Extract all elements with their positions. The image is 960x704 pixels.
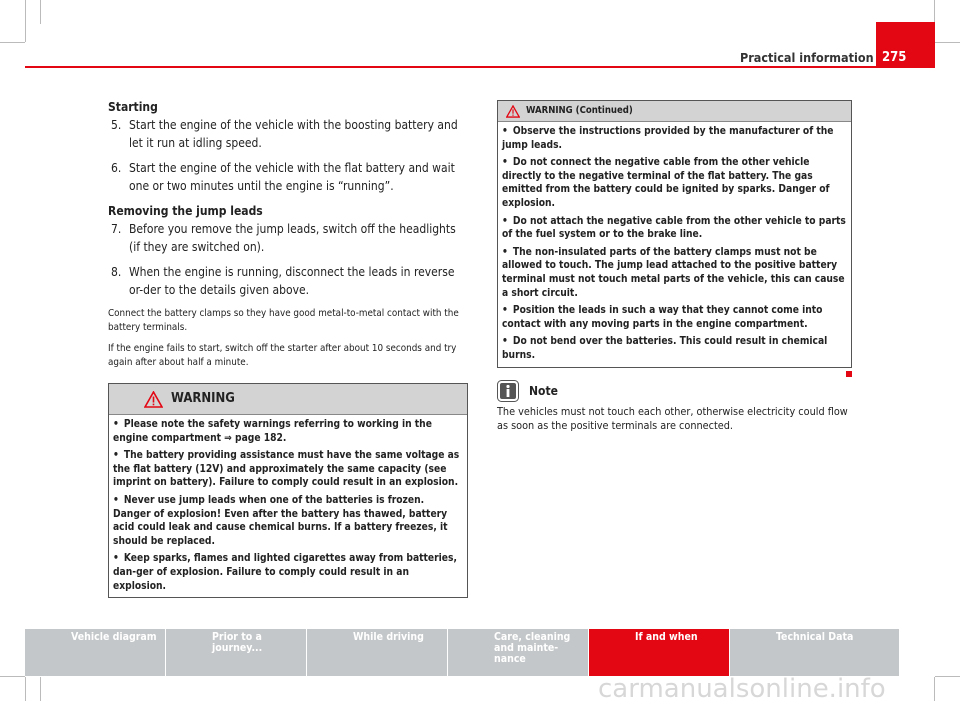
crop-mark bbox=[25, 0, 26, 42]
paragraph: Connect the battery clamps so they have good metal-to-metal contact with the battery terminals. bbox=[108, 308, 459, 333]
footer-tab-care-cleaning[interactable]: Care, cleaning and mainte-nance bbox=[448, 629, 589, 676]
warning-body bbox=[498, 122, 851, 367]
warning-triangle-icon bbox=[506, 105, 520, 118]
crop-mark bbox=[0, 676, 25, 677]
page-number: 275 bbox=[882, 50, 907, 65]
starting-heading: Starting bbox=[108, 100, 158, 114]
step-item bbox=[108, 116, 468, 152]
warning-triangle-icon bbox=[144, 391, 163, 408]
warning-header bbox=[109, 384, 467, 415]
chapter-navigation bbox=[25, 629, 899, 676]
crop-mark bbox=[40, 0, 41, 24]
warning-item: • Never use jump leads when one of the batteries is frozen. Danger of explosion! Even after the battery has thawed, battery acid could leak and cause chemical burns. If a battery freezes, it should be replaced. bbox=[113, 494, 448, 547]
step-text: Start the engine of the vehicle with the flat battery and wait one or two minutes until the engine is “running”. bbox=[129, 161, 455, 193]
step-item bbox=[108, 263, 468, 299]
footer-tab-prior-to-journey[interactable]: Prior to a journey... bbox=[166, 629, 307, 676]
crop-mark bbox=[935, 676, 960, 677]
warning-body bbox=[109, 415, 467, 597]
warning-item: • Do not attach the negative cable from the other vehicle to parts of the fuel system or to the brake line. bbox=[502, 215, 846, 241]
warning-item: • Keep sparks, flames and lighted cigarettes away from batteries, dan-ger of explosion. Failure to comply could result in an explosion. bbox=[113, 553, 457, 592]
note-title: Note bbox=[529, 383, 558, 398]
step-item bbox=[108, 220, 468, 256]
info-icon bbox=[497, 380, 519, 402]
step-number: 8. bbox=[111, 265, 122, 279]
crop-mark bbox=[935, 42, 960, 43]
step-item bbox=[108, 159, 468, 195]
warning-item: • Do not connect the negative cable from the other vehicle directly to the negative terminal of the flat battery. The gas emitted from the battery could be ignited by sparks. Danger of explosion. bbox=[502, 157, 830, 209]
left-column bbox=[108, 98, 468, 598]
crop-mark bbox=[934, 677, 935, 701]
warning-item: • Please note the safety warnings referring to working in the engine compartment ⇒ page 182. bbox=[113, 419, 432, 444]
warning-item: • Position the leads in such a way that they cannot come into contact with any moving parts in the engine compartment. bbox=[502, 305, 823, 330]
step-text: When the engine is running, disconnect the leads in reverse or-der to the details given above. bbox=[129, 265, 455, 297]
note-header bbox=[497, 380, 852, 402]
crop-mark bbox=[25, 677, 26, 701]
step-number: 6. bbox=[111, 161, 122, 175]
step-text: Start the engine of the vehicle with the boosting battery and let it run at idling speed. bbox=[129, 118, 458, 150]
warning-title: WARNING bbox=[171, 391, 235, 407]
footer-tab-while-driving[interactable]: While driving bbox=[307, 629, 448, 676]
watermark: carmanualsonline.info bbox=[598, 674, 886, 704]
crop-mark bbox=[0, 42, 25, 43]
note-text: The vehicles must not touch each other, otherwise electricity could flow as soon as the positive terminals are connected. bbox=[497, 404, 848, 432]
warning-header bbox=[498, 101, 851, 122]
section-title: Practical information bbox=[740, 50, 874, 65]
end-of-section-marker bbox=[846, 371, 852, 377]
removing-heading: Removing the jump leads bbox=[108, 204, 263, 218]
footer-tab-if-and-when[interactable]: If and when bbox=[589, 629, 730, 676]
right-column bbox=[497, 100, 852, 433]
warning-box bbox=[108, 383, 468, 598]
step-number: 7. bbox=[111, 222, 122, 236]
footer-tab-vehicle-diagram[interactable]: Vehicle diagram bbox=[25, 629, 166, 676]
paragraph: If the engine fails to start, switch off the starter after about 10 seconds and try again after about half a minute. bbox=[108, 343, 457, 368]
footer-tab-technical-data[interactable]: Technical Data bbox=[730, 629, 899, 676]
step-text: Before you remove the jump leads, switch off the headlights (if they are switched on). bbox=[129, 222, 456, 254]
warning-item: • The non-insulated parts of the battery clamps must not be allowed to touch. The jump lead attached to the positive battery terminal must not touch metal parts of the vehicle, this can cause a short circuit. bbox=[502, 246, 845, 299]
step-number: 5. bbox=[111, 118, 122, 132]
warning-item: • Observe the instructions provided by the manufacturer of the jump leads. bbox=[502, 126, 834, 151]
warning-title: WARNING (Continued) bbox=[526, 105, 633, 117]
header-rule bbox=[25, 66, 876, 68]
crop-mark bbox=[40, 677, 41, 701]
warning-continued-box bbox=[497, 100, 852, 368]
warning-item: • Do not bend over the batteries. This could result in chemical burns. bbox=[502, 336, 828, 361]
warning-item: • The battery providing assistance must have the same voltage as the flat battery (12V) and approximately the same capacity (see imprint on battery). Failure to comply could result in an explosion. bbox=[113, 450, 460, 489]
